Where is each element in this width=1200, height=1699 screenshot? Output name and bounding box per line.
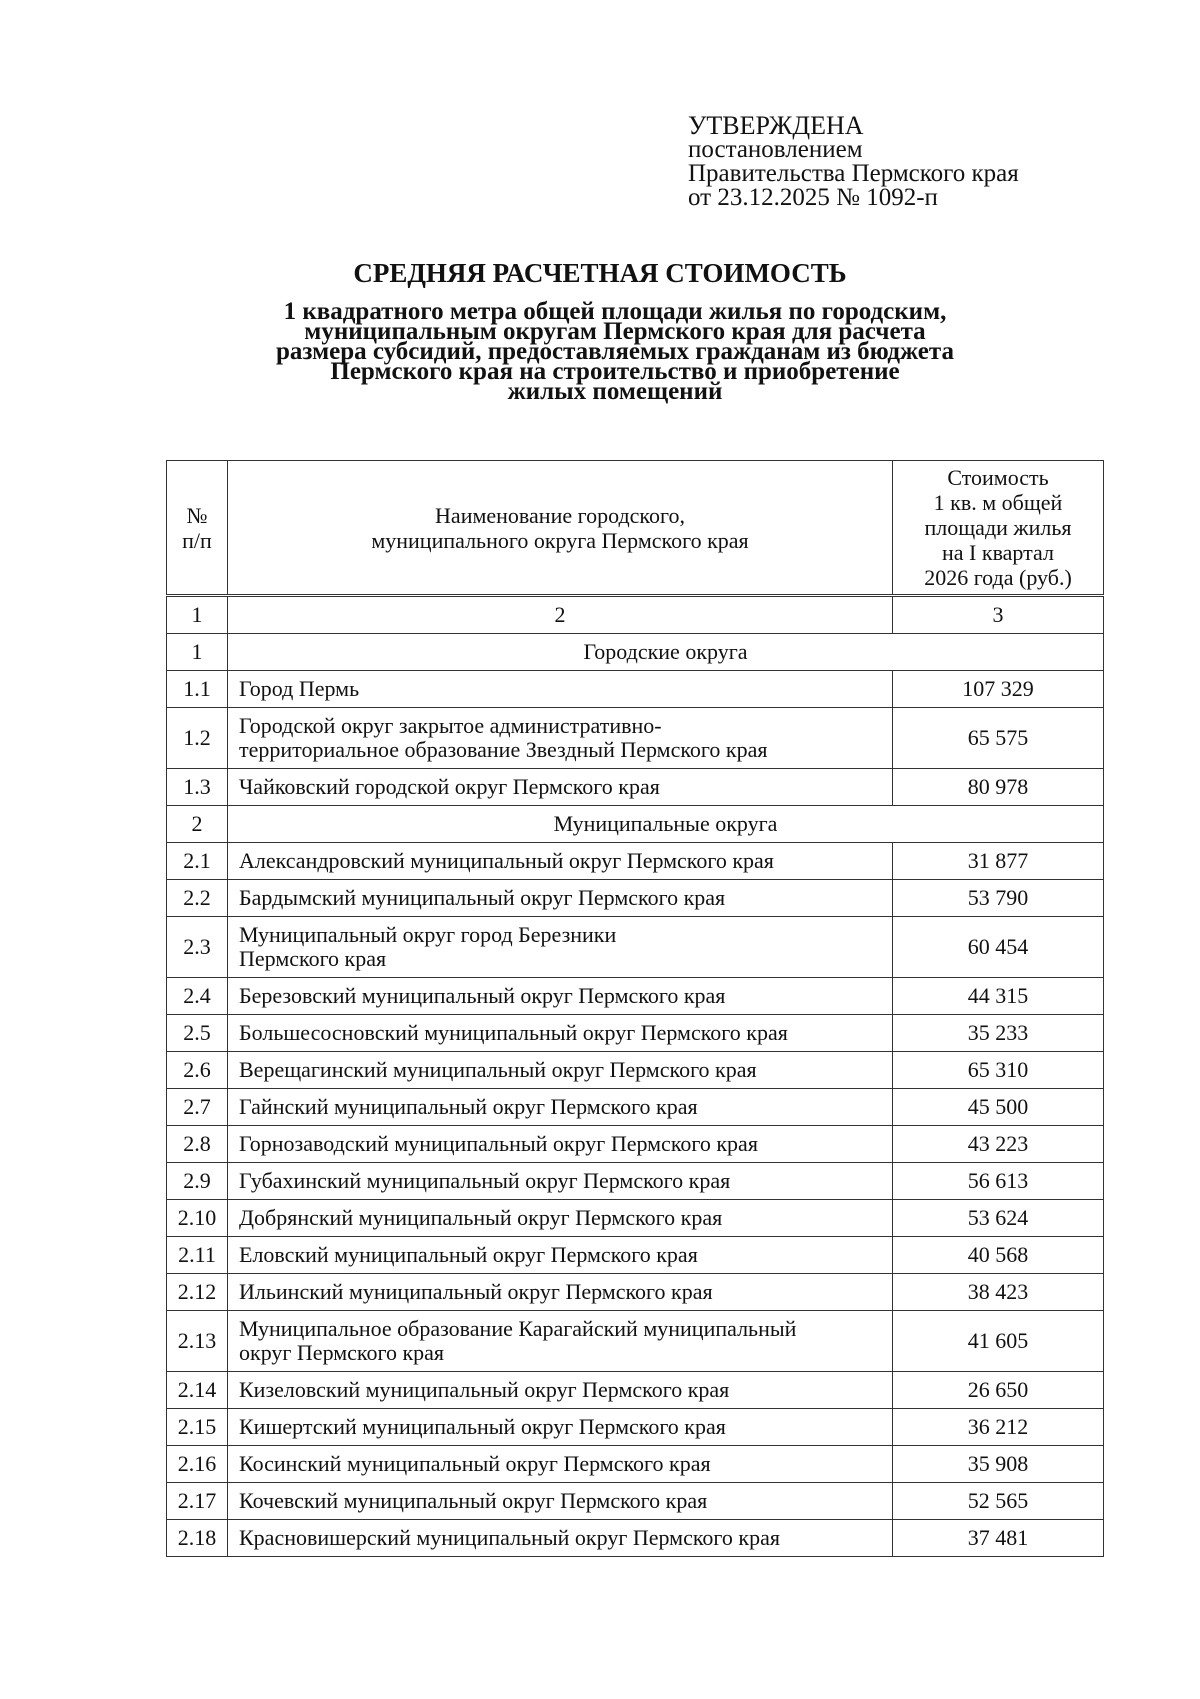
row-name: Муниципальное образование Карагайский муниципальный округ Пермского края bbox=[228, 1311, 893, 1372]
row-num: 2.4 bbox=[167, 978, 228, 1015]
row-name: Бардымский муниципальный округ Пермского края bbox=[228, 880, 893, 917]
table-row bbox=[167, 978, 1104, 1015]
row-name: Верещагинский муниципальный округ Пермского края bbox=[228, 1052, 893, 1089]
row-value: 26 650 bbox=[893, 1372, 1104, 1409]
table-row bbox=[167, 1483, 1104, 1520]
section-num: 2 bbox=[167, 806, 228, 843]
table-row bbox=[167, 1015, 1104, 1052]
table-row bbox=[167, 1409, 1104, 1446]
section-row bbox=[167, 806, 1104, 843]
row-name: Александровский муниципальный округ Пермского края bbox=[228, 843, 893, 880]
row-value: 38 423 bbox=[893, 1274, 1104, 1311]
table-row bbox=[167, 1237, 1104, 1274]
row-num: 2.10 bbox=[167, 1200, 228, 1237]
row-value: 41 605 bbox=[893, 1311, 1104, 1372]
table-row bbox=[167, 843, 1104, 880]
row-value: 40 568 bbox=[893, 1237, 1104, 1274]
subtitle-line: Пермского края на строительство и приобретение bbox=[330, 358, 900, 385]
cost-table bbox=[166, 460, 1104, 1557]
row-num: 2.6 bbox=[167, 1052, 228, 1089]
row-num: 2.15 bbox=[167, 1409, 228, 1446]
table-row bbox=[167, 880, 1104, 917]
header-name: Наименование городского, муниципального округа Пермского края bbox=[228, 461, 893, 596]
row-num: 2.17 bbox=[167, 1483, 228, 1520]
row-name: Красновишерский муниципальный округ Пермского края bbox=[228, 1520, 893, 1557]
row-value: 36 212 bbox=[893, 1409, 1104, 1446]
column-number: 2 bbox=[228, 596, 893, 634]
table-row bbox=[167, 1126, 1104, 1163]
row-name: Городской округ закрытое административно- территориальное образование Звездный Пермского края bbox=[228, 708, 893, 769]
row-name: Губахинский муниципальный округ Пермского края bbox=[228, 1163, 893, 1200]
row-num: 2.13 bbox=[167, 1311, 228, 1372]
row-num: 2.2 bbox=[167, 880, 228, 917]
table-row bbox=[167, 1163, 1104, 1200]
section-num: 1 bbox=[167, 634, 228, 671]
column-number-row bbox=[167, 596, 1104, 634]
row-name: Косинский муниципальный округ Пермского края bbox=[228, 1446, 893, 1483]
approval-line: Правительства Пермского края bbox=[688, 160, 1019, 187]
approval-line: от 23.12.2025 № 1092-п bbox=[688, 184, 938, 211]
row-value: 35 233 bbox=[893, 1015, 1104, 1052]
table-row bbox=[167, 769, 1104, 806]
row-name: Еловский муниципальный округ Пермского края bbox=[228, 1237, 893, 1274]
document-title: СРЕДНЯЯ РАСЧЕТНАЯ СТОИМОСТЬ bbox=[353, 258, 847, 288]
row-value: 56 613 bbox=[893, 1163, 1104, 1200]
row-value: 45 500 bbox=[893, 1089, 1104, 1126]
row-name: Город Пермь bbox=[228, 671, 893, 708]
row-value: 35 908 bbox=[893, 1446, 1104, 1483]
table-row bbox=[167, 1052, 1104, 1089]
row-num: 2.1 bbox=[167, 843, 228, 880]
approval-stamp bbox=[688, 111, 1019, 211]
table-row bbox=[167, 1311, 1104, 1372]
row-num: 2.16 bbox=[167, 1446, 228, 1483]
subtitle-line: жилых помещений bbox=[507, 378, 723, 405]
row-value: 53 624 bbox=[893, 1200, 1104, 1237]
table-row bbox=[167, 671, 1104, 708]
section-row bbox=[167, 634, 1104, 671]
row-name: Ильинский муниципальный округ Пермского края bbox=[228, 1274, 893, 1311]
header-num: № п/п bbox=[167, 461, 228, 596]
row-value: 52 565 bbox=[893, 1483, 1104, 1520]
row-value: 37 481 bbox=[893, 1520, 1104, 1557]
row-num: 2.3 bbox=[167, 917, 228, 978]
row-name: Горнозаводский муниципальный округ Пермского края bbox=[228, 1126, 893, 1163]
row-value: 107 329 bbox=[893, 671, 1104, 708]
subtitle-line: 1 квадратного метра общей площади жилья по городским, bbox=[283, 298, 947, 325]
table-row bbox=[167, 1089, 1104, 1126]
row-name: Кочевский муниципальный округ Пермского края bbox=[228, 1483, 893, 1520]
column-number: 1 bbox=[167, 596, 228, 634]
row-num: 1.3 bbox=[167, 769, 228, 806]
row-num: 1.2 bbox=[167, 708, 228, 769]
document-subtitle bbox=[200, 298, 1030, 405]
row-name: Гайнский муниципальный округ Пермского края bbox=[228, 1089, 893, 1126]
row-num: 1.1 bbox=[167, 671, 228, 708]
row-num: 2.14 bbox=[167, 1372, 228, 1409]
column-number: 3 bbox=[893, 596, 1104, 634]
section-title: Муниципальные округа bbox=[228, 806, 1104, 843]
row-num: 2.5 bbox=[167, 1015, 228, 1052]
row-name: Кишертский муниципальный округ Пермского края bbox=[228, 1409, 893, 1446]
table-row bbox=[167, 1446, 1104, 1483]
row-num: 2.18 bbox=[167, 1520, 228, 1557]
row-num: 2.11 bbox=[167, 1237, 228, 1274]
row-name: Кизеловский муниципальный округ Пермского края bbox=[228, 1372, 893, 1409]
approval-line: УТВЕРЖДЕНА bbox=[688, 111, 864, 140]
row-num: 2.8 bbox=[167, 1126, 228, 1163]
table-row bbox=[167, 1274, 1104, 1311]
subtitle-line: размера субсидий, предоставляемых гражданам из бюджета bbox=[275, 338, 954, 365]
row-value: 80 978 bbox=[893, 769, 1104, 806]
subtitle-line: муниципальным округам Пермского края для расчета bbox=[304, 318, 926, 345]
table-header-row bbox=[167, 461, 1104, 596]
section-title: Городские округа bbox=[228, 634, 1104, 671]
row-value: 53 790 bbox=[893, 880, 1104, 917]
row-name: Березовский муниципальный округ Пермского края bbox=[228, 978, 893, 1015]
row-name: Добрянский муниципальный округ Пермского края bbox=[228, 1200, 893, 1237]
header-value: Стоимость 1 кв. м общей площади жилья на I квартал 2026 года (руб.) bbox=[893, 461, 1104, 596]
row-num: 2.12 bbox=[167, 1274, 228, 1311]
table-row bbox=[167, 1520, 1104, 1557]
approval-line: постановлением bbox=[688, 136, 863, 163]
row-value: 60 454 bbox=[893, 917, 1104, 978]
table-row bbox=[167, 917, 1104, 978]
row-name: Муниципальный округ город Березники Пермского края bbox=[228, 917, 893, 978]
row-name: Большесосновский муниципальный округ Пермского края bbox=[228, 1015, 893, 1052]
row-value: 44 315 bbox=[893, 978, 1104, 1015]
row-value: 31 877 bbox=[893, 843, 1104, 880]
table-row bbox=[167, 708, 1104, 769]
row-num: 2.9 bbox=[167, 1163, 228, 1200]
row-value: 43 223 bbox=[893, 1126, 1104, 1163]
row-value: 65 575 bbox=[893, 708, 1104, 769]
table-row bbox=[167, 1372, 1104, 1409]
table-row bbox=[167, 1200, 1104, 1237]
row-value: 65 310 bbox=[893, 1052, 1104, 1089]
row-num: 2.7 bbox=[167, 1089, 228, 1126]
row-name: Чайковский городской округ Пермского края bbox=[228, 769, 893, 806]
